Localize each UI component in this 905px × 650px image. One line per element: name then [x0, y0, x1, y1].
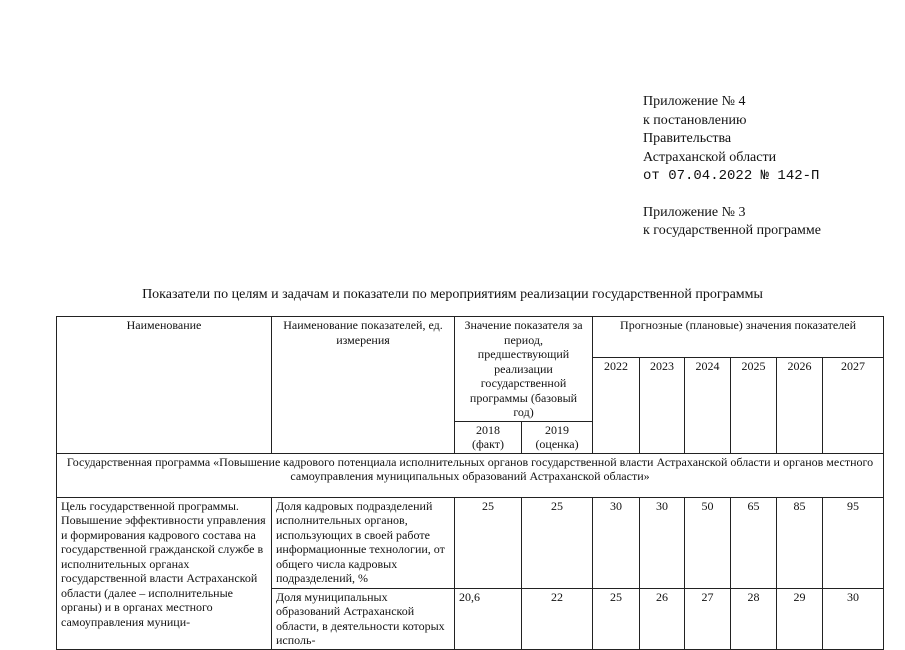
- value-cell: 25: [522, 497, 593, 588]
- sub-appendix-line: Приложение № 3: [643, 204, 746, 220]
- base-year-note: (оценка): [535, 437, 579, 451]
- value-cell: 30: [823, 588, 884, 649]
- value-cell: 85: [777, 497, 823, 588]
- appendix-line: к постановлению: [643, 112, 747, 128]
- appendix-line: Приложение № 4: [643, 94, 746, 109]
- value-cell: 30: [640, 497, 685, 588]
- value-cell: 65: [731, 497, 777, 588]
- header-base-year: [455, 421, 522, 453]
- value-cell: 30: [593, 497, 640, 588]
- header-year: 2022: [593, 358, 640, 454]
- appendix-line: Астраханской области: [643, 149, 777, 165]
- value-cell: 26: [640, 588, 685, 649]
- value-cell: 25: [593, 588, 640, 649]
- header-year: 2027: [823, 358, 884, 454]
- header-year: 2024: [685, 358, 731, 454]
- value-cell: 20,6: [455, 588, 522, 649]
- sub-appendix-line: к государственной программе: [643, 223, 821, 238]
- value-cell: 50: [685, 497, 731, 588]
- indicator-cell: Доля муниципальных образований Астраханской области, в деятельности которых исполь-: [272, 588, 455, 649]
- base-year-note: (факт): [471, 437, 504, 451]
- document-title: Показатели по целям и задачам и показатели по мероприятиям реализации государственной программы: [142, 287, 763, 302]
- header-year: 2026: [777, 358, 823, 454]
- base-year-value: 2018: [476, 422, 500, 437]
- header-forecast: Прогнозные (плановые) значения показателей: [593, 317, 884, 358]
- header-indicator: Наименование показателей, ед. измерения: [272, 317, 455, 454]
- value-cell: 25: [455, 497, 522, 588]
- base-year-value: 2019: [545, 422, 569, 437]
- program-title-cell: Государственная программа «Повышение кадрового потенциала исполнительных органов государственной власти Астраханской области и органов местного самоуправления муниципальных образований Астраханской области»: [57, 453, 884, 497]
- header-base-year: [522, 421, 593, 453]
- value-cell: 95: [823, 497, 884, 588]
- header-base-period: Значение показателя за период, предшествующий реализации государственной программы (базовый год): [455, 317, 593, 422]
- goal-cell: Цель государственной программы. Повышение эффективности управления и формирования кадрового состава на государственной гражданской службе в исполнительных органах государственной власти Астраханской области (далее – исполнительные органы) и в органах местного самоуправления муници-: [57, 497, 272, 649]
- indicators-table: [56, 316, 884, 650]
- value-cell: 27: [685, 588, 731, 649]
- header-year: 2023: [640, 358, 685, 454]
- value-cell: 22: [522, 588, 593, 649]
- header-name: Наименование: [57, 317, 272, 454]
- value-cell: 28: [731, 588, 777, 649]
- appendix-line: Правительства: [643, 131, 732, 146]
- appendix-header: [643, 93, 893, 241]
- header-year: 2025: [731, 358, 777, 454]
- indicator-cell: Доля кадровых подразделений исполнительных органов, использующих в своей работе информационные технологии, от общего числа кадровых подразделений, %: [272, 497, 455, 588]
- value-cell: 29: [777, 588, 823, 649]
- appendix-date-line: от 07.04.2022 № 142-П: [643, 168, 820, 184]
